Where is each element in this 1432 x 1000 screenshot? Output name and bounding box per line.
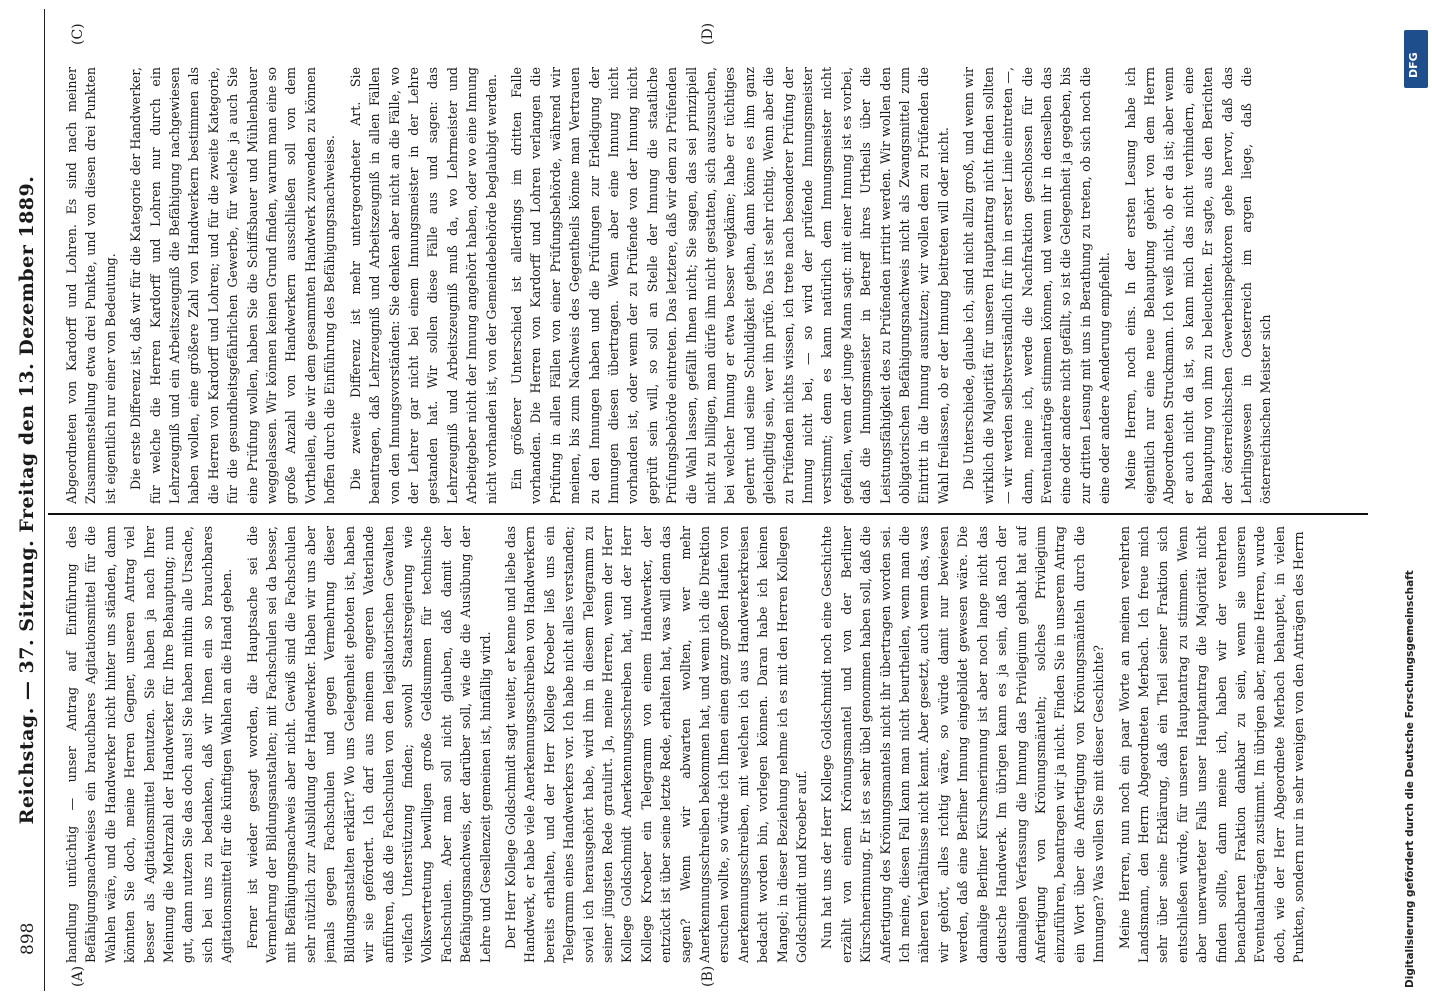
paragraph: Die zweite Differenz ist mehr untergeordneter Art. Sie beantragen, daß Lehrzeugniß und Arbeitszeugniß in allen Fällen von den Innungsvorständen: Sie denken aber nicht an die Fälle, wo der Lehrer gar nicht bei einem Innungsmeister in der Lehre gestanden hat. Wir sollen diese Fälle aus und sagen: das Lehrzeugniß und Arbeitszeugniß muß da, wo Lehrmeister und Arbeitgeber nicht der Innung angehört haben, oder wo eine Innung nicht vorhanden ist, von der Gemeindebehörde beglaubigt werden.	[347, 67, 499, 504]
paragraph: Nun hat uns der Herr Kollege Goldschmidt noch eine Geschichte erzählt von einem Krönungsmantel und von der Berliner Kürschnerinnung. Er ist es sehr übel genommen haben soll, daß die Anfertigung des Krönungsmantels nicht ihr übertragen worden sei. Ich meine, diesen Fall kann man nicht beurtheilen, wenn man die näheren Verhältnisse nicht kennt. Aber gesetzt, auch wenn das, was wir gehört, alles richtig wäre, so würde damit nur bewiesen werden, daß eine Berliner Innung eingebildet gewesen wäre. Die damalige Berliner Kürschnerinnung ist aber noch lange nicht das deutsche Handwerk. Im übrigen kann es ja sein, daß nach der damaligen Verfassung die Innung das Privilegium gehabt hat auf Anfertigung von Krönungsmänteln; solches Privilegium einzuführen, beantragen wir ja nicht. Finden Sie in unserem Antrag ein Wort über die Anfertigung von Krönungsmänteln durch die Innungen? Was wollen Sie mit dieser Geschichte?	[819, 526, 1107, 963]
paragraph: Ferner ist wieder gesagt worden, die Hauptsache sei die Vermehrung der Bildungsanstalten; mit Fachschulen sei da besser, mit Befähigungsnachweis aber nicht. Gewiß sind die Fachschulen sehr nützlich zur Ausbildung der Handwerker. Haben wir uns aber jemals gegen Fachschulen und gegen Vermehrung dieser Bildungsanstalten erklärt? Wo uns Gelegenheit geboten ist, haben wir sie gefördert. Ich darf aus meinem engeren Vaterlande anführen, daß die Fachschulen von den legislatorischen Gewalten vielfach Unterstützung finden; sowohl Staatsregierung wie Volksvertretung bewilligen große Geldsummen für technische Fachschulen. Aber man soll nicht glauben, daß damit der Befähigungsnachweis, der darüber soll, wie die die Ausübung der Lehre und Gesellenzeit gemeinen ist, hinfällig wird.	[244, 526, 493, 963]
paragraph: Ein größerer Unterschied ist allerdings im dritten Falle vorhanden. Die Herren von Kardorff und Lohren verlangen die Prüfung in allen Fällen von einer Prüfungsbehörde, während wir meinen, bis zum Nachweis des Gegentheils könne man Vertrauen zu den Innungen haben und die Prüfungen zur Erledigung der Innungen diesen übertragen. Wenn aber eine Innung nicht vorhanden ist, oder wenn der zu Prüfende von der Innung nicht geprüft sein will, so soll an Stelle der Innung die staatliche Prüfungsbehörde eintreten. Das letztere, daß wir dem zu Prüfenden die Wahl lassen, gefällt Ihnen nicht; Sie sagen, das sei prinzipiell nicht zu billigen, man dürfe ihm nicht gestatten, sich auszusuchen, bei welcher Innung er etwa besser wegkäme; habe er tüchtiges gelernt und seine Schuldigkeit gethan, dann könne es ihm ganz gleichgiltig sein, wer ihn prüfe. Das ist sehr richtig. Wenn aber die zu Prüfenden nichts wissen, ich trete nach besonderer Prüfung der Innung nicht bei, — so wird der prüfende Innungsmeister verstimmt; denn es kann natürlich dem Innungsmeister nicht gefallen, wenn der junge Mann sagt: mit einer Innung ist es vorbei, daß die Innungsmeister in Betreff ihres Urtheils über die Leistungsfähigkeit des zu Prüfenden irritirt werden. Wir wollen den obligatorischen Befähigungsnachweis nicht als Zwangsmittel zum Eintritt in die Innung ausnutzen; wir wollen dem zu Prüfenden die Wahl freilassen, ob er der Innung beitreten will oder nicht.	[508, 67, 951, 504]
running-head: Reichstag. — 37. Sitzung. Freitag den 13. Dezember 1889.	[16, 175, 38, 825]
paragraph: Meine Herren, noch eins. In der ersten Lesung habe ich eigentlich nur eine neue Behauptung gehört von dem Herrn Abgeordneten Struckmann. Ich weiß nicht, ob er da ist; aber wenn er auch nicht da ist, so kann mich das nicht verhindern, eine Behauptung von ihm zu beleuchten. Er sagte, aus den Berichten der österreichischen Gewerbeinspektoren gehe hervor, daß das Lehrlingswesen in Oesterreich im argen liege, daß die österreichischen Meister sich	[1122, 67, 1274, 504]
page-header	[12, 9, 45, 991]
margin-marker-b: (B)	[700, 965, 716, 987]
right-column	[62, 67, 1352, 504]
paragraph: Abgeordneten von Kardorff und Lohren. Es sind nach meiner Zusammenstellung etwa drei Punkte, und von diesen drei Punkten ist eigentlich nur einer von Bedeutung.	[64, 67, 118, 504]
paragraph: Meine Herren, nun noch ein paar Worte an meinen verehrten Landsmann, den Herrn Abgeordneten Merbach. Ich freue mich sehr über seine Erklärung, daß ein Theil seiner Fraktion sich entschließen würde, für unseren Hauptantrag zu stimmen. Wenn aber unerwarteter Falls unser Hauptantrag die Majorität nicht finden sollte, dann meine ich, haben wir der verehrten benachbarten Fraktion dankbar zu sein, wenn sie unseren Eventualanträgen zustimmt. Im übrigen aber, meine Herren, wurde doch, wie der Herr Abgeordnete Merbach behauptet, in vielen Punkten, sondern nur in sehr wenigen von den Anträgen des Herrn	[1116, 526, 1307, 963]
paragraph: Die erste Differenz ist, daß wir für die Kategorie der Handwerker, für welche die Herren Kardorff und Lohren nur durch ein Lehrzeugniß und ein Arbeitszeugniß die Befähigung nachgewiesen haben wollen, eine größere Zahl von Handwerkern bestimmen als die Herren von Kardorff und Lohren; und für die zweite Kategorie, für die gesundheitsgefährlichen Gewerbe, für welche ja auch Sie eine Prüfung wollen, haben Sie die Schiffsbauer und Mühlenbauer weggelassen. Wir können keinen Grund finden, warum man eine so große Anzahl von Handwerkern ausschließen soll von dem Vortheilen, die wir dem gesammten Handwerk zuwenden zu können hoffen durch die Einführung des Befähigungsnachweises.	[128, 67, 338, 504]
rotated-scanned-page	[0, 9, 1420, 991]
margin-marker-a: (A)	[70, 965, 86, 987]
page-number: 898	[18, 922, 38, 955]
left-column	[62, 526, 1352, 963]
paragraph: handlung untüchtig — unser Antrag auf Einführung des Befähigungsnachweises ein brauchbares Agitationsmittel für die Wahlen wäre, und die Handwerker nicht hinter uns ständen, dann könnten Sie doch, meine Herren Gegner, unseren Antrag viel besser als Agitationsmittel benutzen. Sie haben ja nach Ihrer Meinung die Mehrzahl der Handwerker für Ihre Behauptung; nun gut, dann nutzen Sie das doch aus! Sie haben mithin alle Ursache, sich bei uns zu bedanken, daß wir Ihnen ein so brauchbares Agitationsmittel für die künftigen Wahlen an die Hand geben.	[64, 526, 235, 963]
paragraph: Die Unterschiede, glaube ich, sind nicht allzu groß, und wenn wir wirklich die Majorität für unseren Hauptantrag nicht finden sollten — wir werden selbstverständlich für ihn in erster Linie eintreten —, dann, meine ich, werde die Nachfraktion geschlossen für die Eventualanträge stimmen können, und wenn ihr in denselben das eine oder andere nicht gefällt, so ist die Gelegenheit ja gegeben, bis zur dritten Lesung mit uns in Berathung zu treten, ob sich noch die eine oder andere Aenderung empfiehlt.	[961, 67, 1113, 504]
column-divider	[48, 513, 1368, 515]
margin-marker-d: (D)	[700, 22, 716, 45]
digitization-credit: Digitalisierung gefördert durch die Deutsche Forschungsgemeinschaft	[1404, 570, 1416, 988]
dfg-logo	[1404, 30, 1428, 88]
paragraph: Der Herr Kollege Goldschmidt sagt weiter, er kenne und liebe das Handwerk, er habe viele Anerkennungsschreiben von Handwerkern bereits erhalten, und der Herr Kollege Kroeber ließ uns ein Telegramm eines Handwerkers vor. Ich habe nicht alles verstanden; soviel ich herausgehört habe, wird ihm in diesem Telegramm zu seiner jüngsten Rede gratulirt. Ja, meine Herren, wenn der Herr Kollege Goldschmidt Anerkennungsschreiben hat, und der Herr Kollege Kroeber ein Telegramm von einem Handwerker, der entzückt ist über seine letzte Rede, erhalten hat, was will denn das sagen? Wenn wir abwarten wollten, wer mehr Anerkennungsschreiben bekommen hat, und wenn ich die Direktion ersuchen wollte, so würde ich Ihnen einen ganz großen Haufen von Anerkennungsschreiben, mit welchen ich aus Handwerkerkreisen bedacht worden bin, vorlegen können. Daran habe ich keinen Mangel; in dieser Beziehung nehme ich es mit den Herren Kollegen Goldschmidt und Kroeber auf.	[502, 526, 810, 963]
dfg-logo-text: DFG	[1407, 52, 1420, 78]
margin-marker-c: (C)	[70, 23, 86, 45]
